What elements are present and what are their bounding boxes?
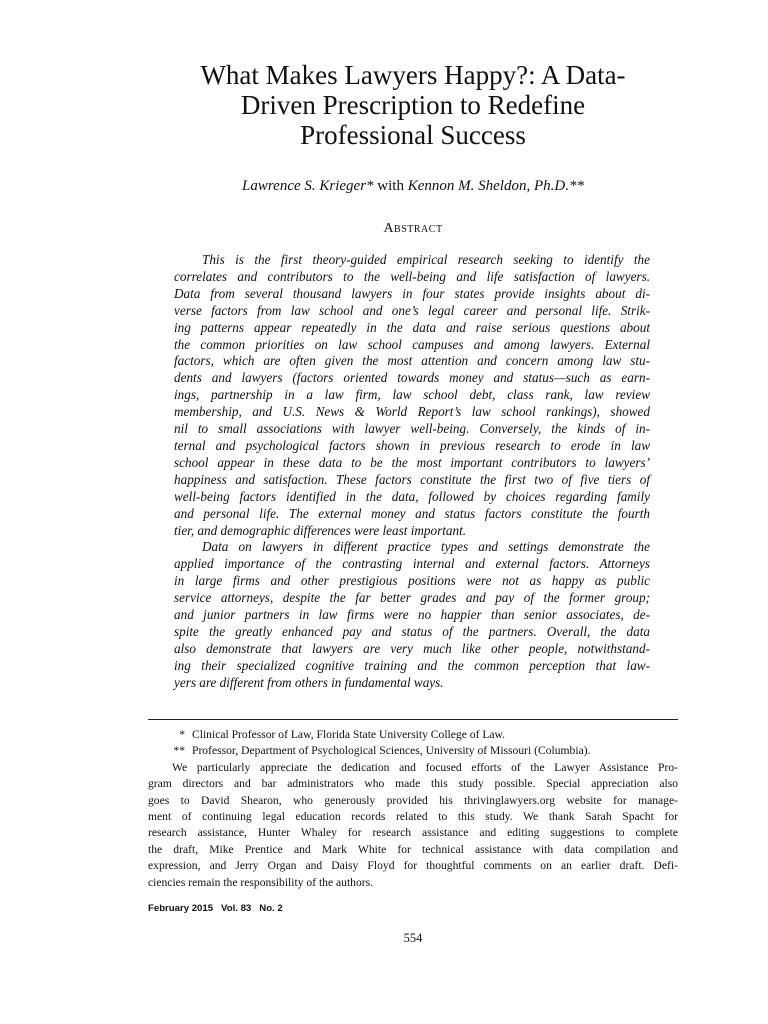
abstract-line: also demonstrate that lawyers are very much like other people, notwithstand- — [174, 640, 650, 656]
issue-info: February 2015 Vol. 83 No. 2 — [148, 903, 283, 914]
footnote-divider — [148, 719, 678, 720]
author-line — [140, 177, 686, 195]
abstract-line: factors, which are often given the most attention and concern among law stu- — [174, 353, 650, 369]
abstract-line: membership, and U.S. News & World Report’s law school rankings), showed — [174, 404, 650, 420]
abstract-line: and personal life. The external money and status factors constitute the fourth — [174, 505, 650, 521]
page-number: 554 — [403, 931, 423, 945]
abstract-line: verse factors from law school and one’s legal career and personal life. Strik- — [174, 302, 650, 318]
footnote — [148, 743, 678, 759]
abstract-paragraph — [174, 539, 650, 691]
footnote-text: Clinical Professor of Law, Florida State University College of Law. — [192, 728, 506, 741]
title-line: Driven Prescription to Redefine — [240, 90, 586, 120]
abstract-line: ing their specialized cognitive training and the common perception that law- — [174, 657, 650, 673]
abstract-line: nil to small associations with lawyer well-being. Conversely, the kinds of in- — [174, 421, 650, 437]
abstract-line: the common priorities on law school campuses and among lawyers. External — [174, 336, 650, 352]
paper-title — [140, 60, 686, 150]
abstract-line: and junior partners in law firms were no happier than senior associates, de- — [174, 607, 650, 623]
title-line: What Makes Lawyers Happy?: A Data- — [200, 60, 626, 90]
footnotes — [148, 727, 678, 891]
abstract-line: school appear in these data to be the most important contributors to lawyers’ — [174, 454, 650, 470]
abstract-line: tier, and demographic differences were least important. — [174, 522, 467, 538]
footnote-text: Professor, Department of Psychological Sciences, University of Missouri (Columbia). — [192, 744, 591, 758]
acknowledgment-line: We particularly appreciate the dedication and focused efforts of the Lawyer Assistance Pro- — [172, 760, 678, 774]
abstract-line: correlates and contributors to the well-being and life satisfaction of lawyers. — [174, 268, 650, 284]
abstract-line: ternal and psychological factors shown in previous research to erode in law — [174, 437, 650, 453]
author-name: Kennon M. Sheldon, Ph.D.** — [407, 178, 584, 194]
abstract-line: ings, partnership in a law firm, law school debt, class rank, law review — [174, 387, 650, 403]
abstract-line: service attorneys, despite the far better grades and pay of the former group; — [174, 590, 650, 606]
acknowledgment-line: research assistance, Hunter Whaley for research assistance and editing suggestions to complete — [148, 826, 678, 840]
title-line: Professional Success — [300, 120, 526, 150]
abstract-line: Data on lawyers in different practice types and settings demonstrate the — [202, 539, 650, 555]
abstract-line: Data from several thousand lawyers in four states provide insights about di- — [174, 285, 650, 301]
abstract-line: happiness and satisfaction. These factors constitute the first two of five tiers of — [174, 471, 650, 487]
acknowledgment-line: ciencies remain the responsibility of the authors. — [148, 875, 374, 889]
acknowledgment — [148, 760, 678, 891]
footnote-marker: ** — [173, 744, 185, 758]
acknowledgment-line: expression, and Jerry Organ and Daisy Floyd for thoughtful comments on an earlier draft. Defi- — [148, 859, 678, 873]
abstract-heading: Abstract — [383, 221, 443, 236]
abstract-body — [174, 252, 650, 692]
abstract-line: ing patterns appear repeatedly in the data and raise serious questions about — [174, 319, 650, 335]
abstract-line: dents and lawyers (factors oriented towards money and status—such as earn- — [174, 370, 650, 386]
abstract-line: yers are different from others in fundamental ways. — [174, 674, 444, 690]
author-name: Lawrence S. Krieger* — [242, 178, 374, 194]
acknowledgment-line: the draft, Mike Prentice and Mark White for technical assistance with data compilation and — [148, 842, 678, 856]
acknowledgment-line: gram directors and bar administrators who made this study possible. Special appreciation also — [148, 777, 678, 791]
abstract-line: applied importance of the contrasting internal and external factors. Attorneys — [174, 556, 650, 572]
abstract-paragraph — [174, 252, 650, 539]
abstract-line: spite the greatly enhanced pay and status of the partners. Overall, the data — [174, 623, 650, 639]
abstract-line: in large firms and other prestigious positions were not as happy as public — [174, 573, 650, 589]
abstract-line: well-being factors identified in the data, followed by choices regarding family — [174, 488, 650, 504]
footnote-marker: * — [179, 728, 185, 741]
acknowledgment-line: ment of continuing legal education records related to this study. We thank Sarah Spacht for — [148, 810, 678, 824]
footnote — [148, 727, 678, 743]
acknowledgment-line: goes to David Shearon, who generously provided his thrivinglawyers.org website for manage- — [148, 793, 678, 807]
author-connector: with — [373, 178, 408, 194]
abstract-line: This is the first theory-guided empirical research seeking to identify the — [202, 252, 650, 267]
